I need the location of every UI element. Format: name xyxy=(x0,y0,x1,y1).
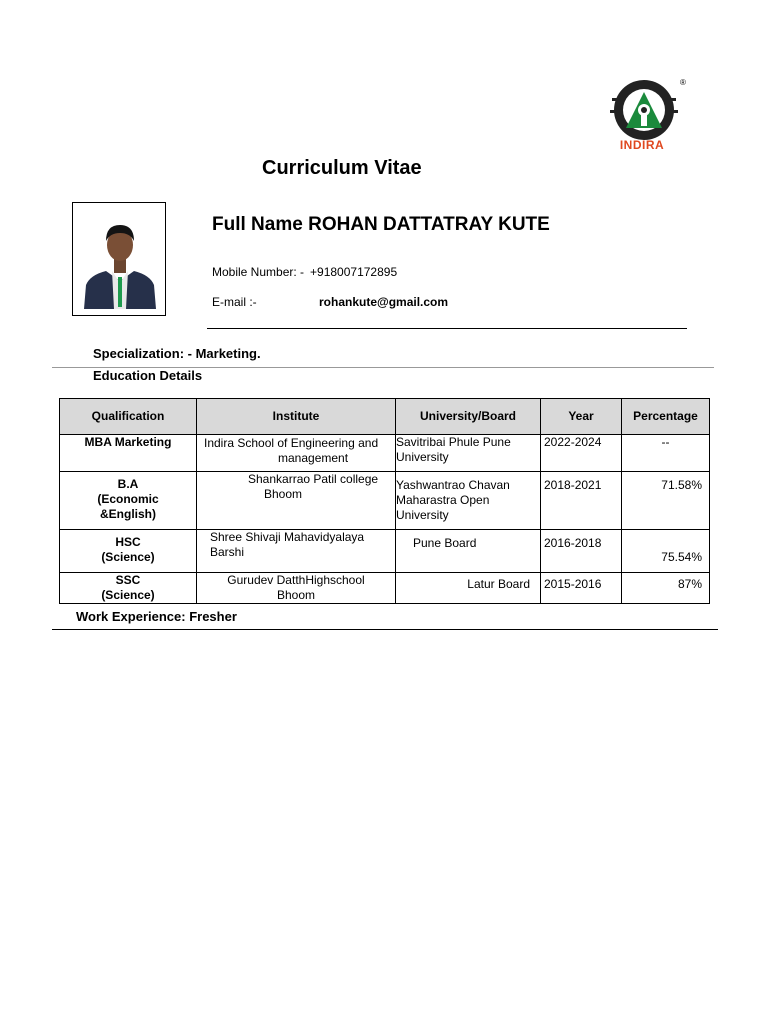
qualification-line: (Economic xyxy=(97,492,159,506)
table-row xyxy=(60,472,710,530)
logo-wordmark: INDIRA xyxy=(619,138,665,152)
institute-line: Gurudev DatthHighschool xyxy=(227,573,365,587)
university-cell xyxy=(396,573,541,604)
institute-cell xyxy=(197,435,396,472)
col-header-qualification: Qualification xyxy=(60,399,197,435)
university-line: Latur Board xyxy=(467,577,530,591)
institute-line: Indira School of Engineering and xyxy=(204,436,379,450)
qualification-line: &English) xyxy=(100,507,156,521)
qualification-line: (Science) xyxy=(101,588,155,602)
divider xyxy=(52,629,718,630)
institute-line: Barshi xyxy=(210,545,245,559)
percentage-cell: 71.58% xyxy=(622,472,710,530)
document-title: Curriculum Vitae xyxy=(262,157,422,179)
table-row xyxy=(60,530,710,573)
university-line: University xyxy=(396,450,449,464)
mobile-row xyxy=(212,265,397,279)
full-name-value: ROHAN DATTATRAY KUTE xyxy=(308,214,550,235)
institute-line: management xyxy=(278,451,349,465)
university-cell xyxy=(396,435,541,472)
qualification-line: SSC xyxy=(115,573,141,587)
institute-cell xyxy=(197,530,396,573)
year-cell: 2022-2024 xyxy=(541,435,622,472)
table-row xyxy=(60,435,710,472)
qualification-cell xyxy=(60,573,197,604)
qualification-line: (Science) xyxy=(101,550,155,564)
institute-line: Bhoom xyxy=(276,588,316,602)
institute-line: Bhoom xyxy=(264,487,303,501)
university-cell xyxy=(396,530,541,573)
col-header-university: University/Board xyxy=(396,399,541,435)
registered-mark: ® xyxy=(680,78,686,87)
year-cell: 2015-2016 xyxy=(541,573,622,604)
university-line: Savitribai Phule Pune xyxy=(396,435,511,449)
qualification-line: MBA Marketing xyxy=(84,435,172,449)
qualification-cell xyxy=(60,530,197,573)
full-name-label: Full Name xyxy=(212,214,303,235)
mobile-label: Mobile Number: - xyxy=(212,265,305,279)
percentage-cell: -- xyxy=(622,435,710,472)
divider xyxy=(207,328,687,329)
university-line: Yashwantrao Chavan xyxy=(396,478,510,492)
table-row xyxy=(60,573,710,604)
col-header-year: Year xyxy=(541,399,622,435)
email-address: rohankute@gmail.com xyxy=(319,295,449,309)
university-cell xyxy=(396,472,541,530)
email-label: E-mail :- xyxy=(212,295,257,309)
university-line: Maharastra Open xyxy=(396,493,490,507)
education-heading: Education Details xyxy=(93,368,203,383)
university-line: University xyxy=(396,508,449,522)
col-header-institute: Institute xyxy=(197,399,396,435)
qualification-cell xyxy=(60,435,197,472)
percentage-cell: 75.54% xyxy=(622,530,710,573)
qualification-line: B.A xyxy=(117,477,139,491)
profile-photo xyxy=(72,202,166,316)
education-table xyxy=(59,398,710,604)
specialization: Specialization: - Marketing. xyxy=(93,346,261,361)
full-name xyxy=(212,214,550,236)
year-cell: 2016-2018 xyxy=(541,530,622,573)
mobile-number: +918007172895 xyxy=(310,265,398,279)
qualification-line: HSC xyxy=(115,535,141,549)
work-experience: Work Experience: Fresher xyxy=(76,609,237,624)
university-line: Pune Board xyxy=(413,536,477,550)
person-photo-icon xyxy=(82,211,158,309)
table-header-row xyxy=(60,399,710,435)
col-header-percentage: Percentage xyxy=(622,399,710,435)
institute-line: Shankarrao Patil college xyxy=(248,472,379,486)
qualification-cell xyxy=(60,472,197,530)
institute-cell xyxy=(197,573,396,604)
institute-cell xyxy=(197,472,396,530)
year-cell: 2018-2021 xyxy=(541,472,622,530)
institute-line: Shree Shivaji Mahavidyalaya xyxy=(210,530,365,544)
percentage-cell: 87% xyxy=(622,573,710,604)
